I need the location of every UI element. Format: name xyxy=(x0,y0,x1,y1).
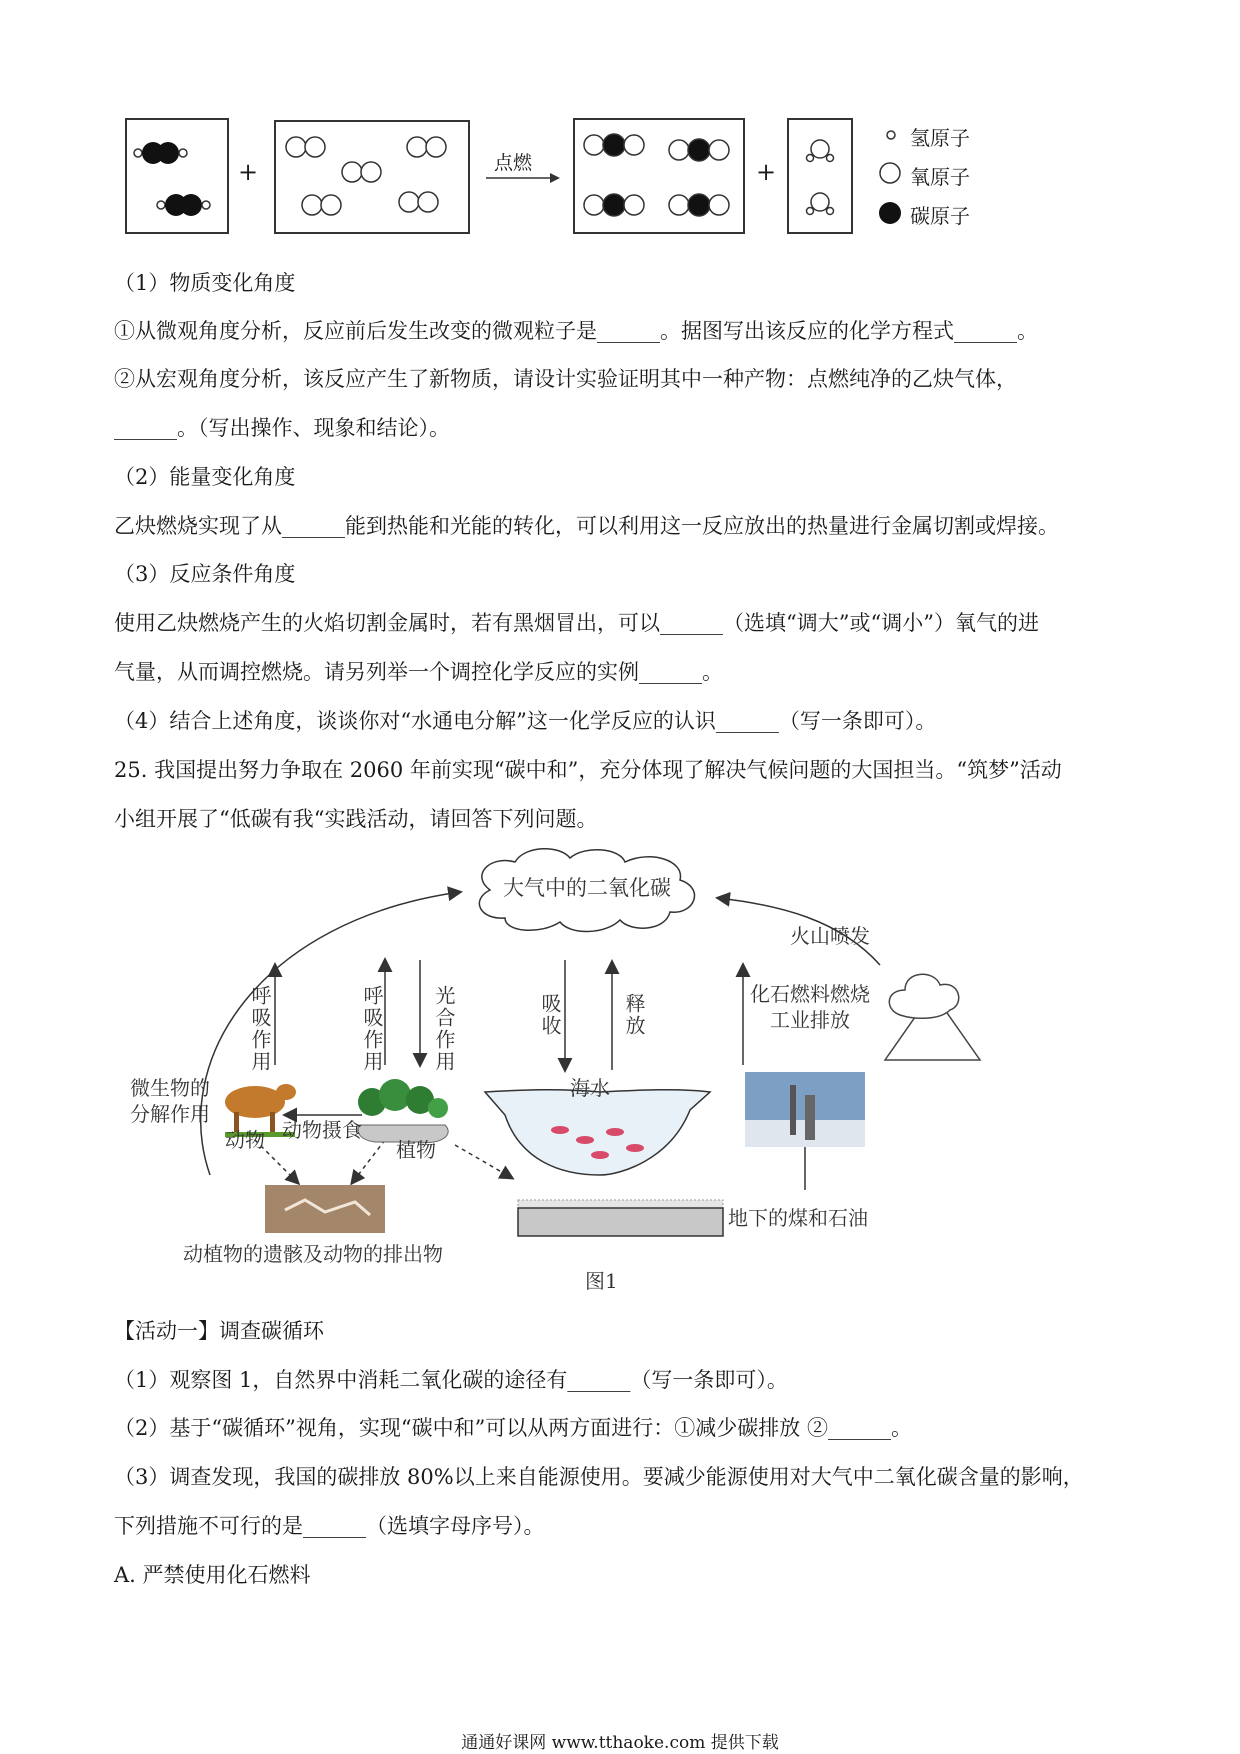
feeding-label: 动物摄食 xyxy=(282,1118,362,1142)
absorb-label: 吸收 xyxy=(538,993,562,1037)
release-label: 释放 xyxy=(622,993,646,1037)
photosynthesis-label: 光合作用 xyxy=(432,985,456,1073)
seawater-label: 海水 xyxy=(570,1076,610,1100)
product-box-water xyxy=(787,118,853,234)
product-box-co2 xyxy=(573,118,745,234)
sea-shape xyxy=(485,1090,710,1175)
activity1-q2: （2）基于“碳循环”视角，实现“碳中和”可以从两方面进行：①减少碳排放 ②______。 xyxy=(114,1416,912,1440)
activity1-q3: （3）调查发现，我国的碳排放 80%以上来自能源使用。要减少能源使用对大气中二氧化碳含量的影响， xyxy=(114,1465,1084,1489)
reaction-arrow-icon xyxy=(484,170,564,186)
q24-part3-heading: （3）反应条件角度 xyxy=(114,562,296,586)
acetylene-molecule xyxy=(134,142,187,164)
figure-caption: 图1 xyxy=(585,1269,618,1293)
q25-intro-cont: 小组开展了“低碳有我“实践活动，请回答下列问题。 xyxy=(114,807,598,831)
legend-hydrogen-label: 氢原子 xyxy=(910,126,970,150)
respiration-label-plant: 呼吸作用 xyxy=(360,985,384,1073)
legend-oxygen-label: 氧原子 xyxy=(910,165,970,189)
soil-layer xyxy=(518,1200,723,1208)
q24-part2-text: 乙炔燃烧实现了从______能到热能和光能的转化，可以利用这一反应放出的热量进行金属切割或焊接。 xyxy=(114,514,1059,538)
plant-label: 植物 xyxy=(396,1138,436,1162)
q24-part3-text-cont: 气量，从而调控燃烧。请另列举一个调控化学反应的实例______。 xyxy=(114,660,723,684)
q24-part1-item2-cont: ______。（写出操作、现象和结论）。 xyxy=(114,416,450,440)
q24-part3-text: 使用乙炔燃烧产生的火焰切割金属时，若有黑烟冒出，可以______（选填“调大”或“调小”）氧气的进 xyxy=(114,611,1039,635)
q24-part1-item1: ①从微观角度分析，反应前后发生改变的微观粒子是______。据图写出该反应的化学方程式______。 xyxy=(114,319,1038,343)
oxygen-molecules xyxy=(276,122,468,232)
remains-image xyxy=(265,1185,385,1233)
water-molecules xyxy=(789,120,851,232)
hydrogen-atom-icon xyxy=(883,127,899,143)
activity1-q1: （1）观察图 1，自然界中消耗二氧化碳的途径有______（写一条即可）。 xyxy=(114,1368,788,1392)
q24-part1-heading: （1）物质变化角度 xyxy=(114,271,296,295)
microbe-label-cont: 分解作用 xyxy=(130,1102,210,1126)
fossil-fuel-label: 化石燃料燃烧 xyxy=(750,982,870,1006)
reactant-box-oxygen xyxy=(274,120,470,234)
respiration-label-animal: 呼吸作用 xyxy=(248,985,272,1073)
arrow-label: 点燃 xyxy=(494,152,533,174)
carbon-cycle-arrows xyxy=(0,840,1240,1290)
acetylene-molecules xyxy=(127,120,227,232)
legend-carbon-label: 碳原子 xyxy=(910,204,970,228)
option-a: A. 严禁使用化石燃料 xyxy=(114,1563,311,1587)
animal-label: 动物 xyxy=(225,1128,265,1152)
carbon-atom-icon xyxy=(878,201,902,225)
volcano-label: 火山喷发 xyxy=(790,924,870,948)
coal-oil-label: 地下的煤和石油 xyxy=(728,1206,868,1230)
volcano-icon xyxy=(885,974,980,1060)
oxygen-atom-icon xyxy=(878,161,902,185)
microbe-label: 微生物的 xyxy=(130,1076,210,1100)
plant-icon xyxy=(358,1079,448,1143)
q24-part4-text: （4）结合上述角度，谈谈你对“水通电分解”这一化学反应的认识______（写一条即可）。 xyxy=(114,709,937,733)
plus-sign: + xyxy=(238,158,259,186)
coal-oil-layer xyxy=(518,1208,723,1236)
q25-intro: 25. 我国提出努力争取在 2060 年前实现“碳中和”，充分体现了解决气候问题的大国担当。“筑梦”活动 xyxy=(114,758,1062,782)
co2-molecules xyxy=(575,120,743,232)
acetylene-molecule xyxy=(157,194,210,216)
activity1-title: 【活动一】调查碳循环 xyxy=(114,1319,324,1343)
cloud-label: 大气中的二氧化碳 xyxy=(503,876,671,900)
remains-label: 动植物的遗骸及动物的排出物 xyxy=(183,1242,443,1266)
q24-part1-item2: ②从宏观角度分析，该反应产生了新物质，请设计实验证明其中一种产物：点燃纯净的乙炔气体， xyxy=(114,367,1017,391)
industry-label: 工业排放 xyxy=(770,1008,850,1032)
page-footer: 通通好课网 www.tthaoke.com 提供下载 xyxy=(461,1733,779,1753)
plus-sign: + xyxy=(756,158,777,186)
activity1-q3-cont: 下列措施不可行的是______（选填字母序号）。 xyxy=(114,1514,545,1538)
q24-part2-heading: （2）能量变化角度 xyxy=(114,465,296,489)
reactant-box-acetylene xyxy=(125,118,229,234)
